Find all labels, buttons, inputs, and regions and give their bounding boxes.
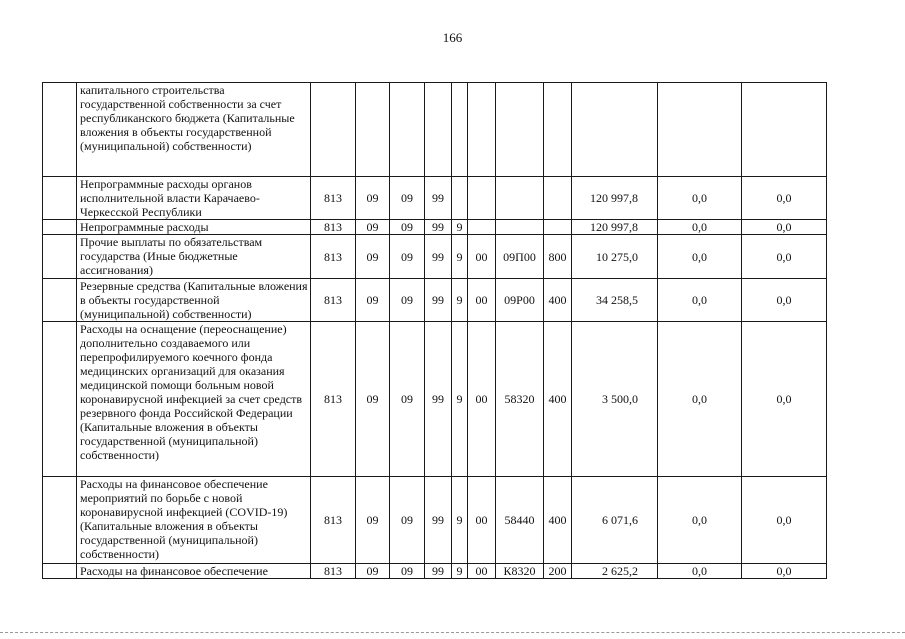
amount-year-3: 0,0 (742, 322, 827, 477)
ministry-code: 813 (311, 235, 356, 279)
main-event-code (468, 83, 496, 177)
amount-year-2: 0,0 (658, 279, 742, 322)
page-number: 166 (442, 30, 463, 45)
amount-year-1: 120 997,8 (572, 220, 658, 235)
amount-year-2: 0,0 (658, 220, 742, 235)
row-description: Непрограммные расходы органов исполнительной власти Карачаево-Черкесской Республики (77, 177, 311, 220)
main-event-code: 00 (468, 322, 496, 477)
subprogram-code: 9 (452, 477, 468, 564)
section-code: 09 (356, 220, 390, 235)
amount-year-1: 34 258,5 (572, 279, 658, 322)
section-code: 09 (356, 322, 390, 477)
table-row (43, 477, 827, 564)
amount-year-2: 0,0 (658, 322, 742, 477)
subprogram-code: 9 (452, 279, 468, 322)
blank-cell (43, 177, 77, 220)
expense-type-code (544, 220, 572, 235)
section-code: 09 (356, 564, 390, 579)
amount-year-3: 0,0 (742, 564, 827, 579)
subprogram-code (452, 177, 468, 220)
section-code: 09 (356, 235, 390, 279)
direction-code (496, 177, 544, 220)
subprogram-code: 9 (452, 235, 468, 279)
program-code: 99 (425, 177, 452, 220)
direction-code: 58320 (496, 322, 544, 477)
row-description: Непрограммные расходы (77, 220, 311, 235)
table-row (43, 83, 827, 177)
amount-year-3: 0,0 (742, 177, 827, 220)
amount-year-1: 120 997,8 (572, 177, 658, 220)
amount-year-3: 0,0 (742, 279, 827, 322)
amount-year-2: 0,0 (658, 564, 742, 579)
expense-type-code: 400 (544, 477, 572, 564)
amount-year-2: 0,0 (658, 235, 742, 279)
program-code: 99 (425, 235, 452, 279)
program-code: 99 (425, 322, 452, 477)
subsection-code: 09 (390, 322, 425, 477)
amount-year-1: 3 500,0 (572, 322, 658, 477)
amount-year-1: 10 275,0 (572, 235, 658, 279)
program-code: 99 (425, 477, 452, 564)
table-row (43, 220, 827, 235)
amount-year-1: 2 625,2 (572, 564, 658, 579)
expense-type-code (544, 83, 572, 177)
scan-edge-line (0, 632, 905, 633)
amount-year-2: 0,0 (658, 177, 742, 220)
blank-cell (43, 564, 77, 579)
subsection-code (390, 83, 425, 177)
direction-code: 09П00 (496, 235, 544, 279)
main-event-code: 00 (468, 279, 496, 322)
subprogram-code (452, 83, 468, 177)
expense-type-code: 200 (544, 564, 572, 579)
main-event-code: 00 (468, 564, 496, 579)
row-description: Расходы на оснащение (переоснащение) дополнительно создаваемого или перепрофилируемого коечного фонда медицинских организаций для оказания медицинской помощи больным новой коронавирусной инфекцией за счет средств резервного фонда Российской Федерации (Капитальные вложения в объекты государственной (муниципальной) собственности) (77, 322, 311, 477)
table-row (43, 177, 827, 220)
expense-type-code: 400 (544, 322, 572, 477)
row-description: капитального строительства государственной собственности за счет республиканского бюджета (Капитальные вложения в объекты государственной (муниципальной) собственности) (77, 83, 311, 177)
expense-type-code: 400 (544, 279, 572, 322)
amount-year-3: 0,0 (742, 220, 827, 235)
main-event-code (468, 177, 496, 220)
row-description: Прочие выплаты по обязательствам государства (Иные бюджетные ассигнования) (77, 235, 311, 279)
blank-cell (43, 220, 77, 235)
table-row (43, 279, 827, 322)
blank-cell (43, 83, 77, 177)
expense-type-code: 800 (544, 235, 572, 279)
main-event-code: 00 (468, 477, 496, 564)
amount-year-2 (658, 83, 742, 177)
ministry-code: 813 (311, 322, 356, 477)
row-description: Расходы на финансовое обеспечение (77, 564, 311, 579)
subsection-code: 09 (390, 220, 425, 235)
ministry-code (311, 83, 356, 177)
subprogram-code: 9 (452, 564, 468, 579)
section-code: 09 (356, 279, 390, 322)
amount-year-3: 0,0 (742, 235, 827, 279)
ministry-code: 813 (311, 177, 356, 220)
table-row (43, 564, 827, 579)
program-code: 99 (425, 279, 452, 322)
ministry-code: 813 (311, 477, 356, 564)
subprogram-code: 9 (452, 220, 468, 235)
subprogram-code: 9 (452, 322, 468, 477)
direction-code: 09Р00 (496, 279, 544, 322)
section-code: 09 (356, 177, 390, 220)
section-code: 09 (356, 477, 390, 564)
amount-year-1 (572, 83, 658, 177)
amount-year-2: 0,0 (658, 477, 742, 564)
direction-code: К8320 (496, 564, 544, 579)
amount-year-3: 0,0 (742, 477, 827, 564)
table-row (43, 322, 827, 477)
budget-table (42, 82, 827, 579)
main-event-code: 00 (468, 235, 496, 279)
subsection-code: 09 (390, 235, 425, 279)
subsection-code: 09 (390, 279, 425, 322)
program-code: 99 (425, 220, 452, 235)
blank-cell (43, 322, 77, 477)
main-event-code (468, 220, 496, 235)
blank-cell (43, 235, 77, 279)
program-code: 99 (425, 564, 452, 579)
subsection-code: 09 (390, 477, 425, 564)
blank-cell (43, 279, 77, 322)
amount-year-3 (742, 83, 827, 177)
expense-type-code (544, 177, 572, 220)
ministry-code: 813 (311, 564, 356, 579)
section-code (356, 83, 390, 177)
subsection-code: 09 (390, 564, 425, 579)
direction-code: 58440 (496, 477, 544, 564)
row-description: Резервные средства (Капитальные вложения в объекты государственной (муниципальной) собственности) (77, 279, 311, 322)
program-code (425, 83, 452, 177)
direction-code (496, 220, 544, 235)
ministry-code: 813 (311, 279, 356, 322)
table-row (43, 235, 827, 279)
amount-year-1: 6 071,6 (572, 477, 658, 564)
row-description: Расходы на финансовое обеспечение мероприятий по борьбе с новой коронавирусной инфекцией (COVID-19) (Капитальные вложения в объекты государственной (муниципальной) собственности) (77, 477, 311, 564)
direction-code (496, 83, 544, 177)
ministry-code: 813 (311, 220, 356, 235)
subsection-code: 09 (390, 177, 425, 220)
blank-cell (43, 477, 77, 564)
